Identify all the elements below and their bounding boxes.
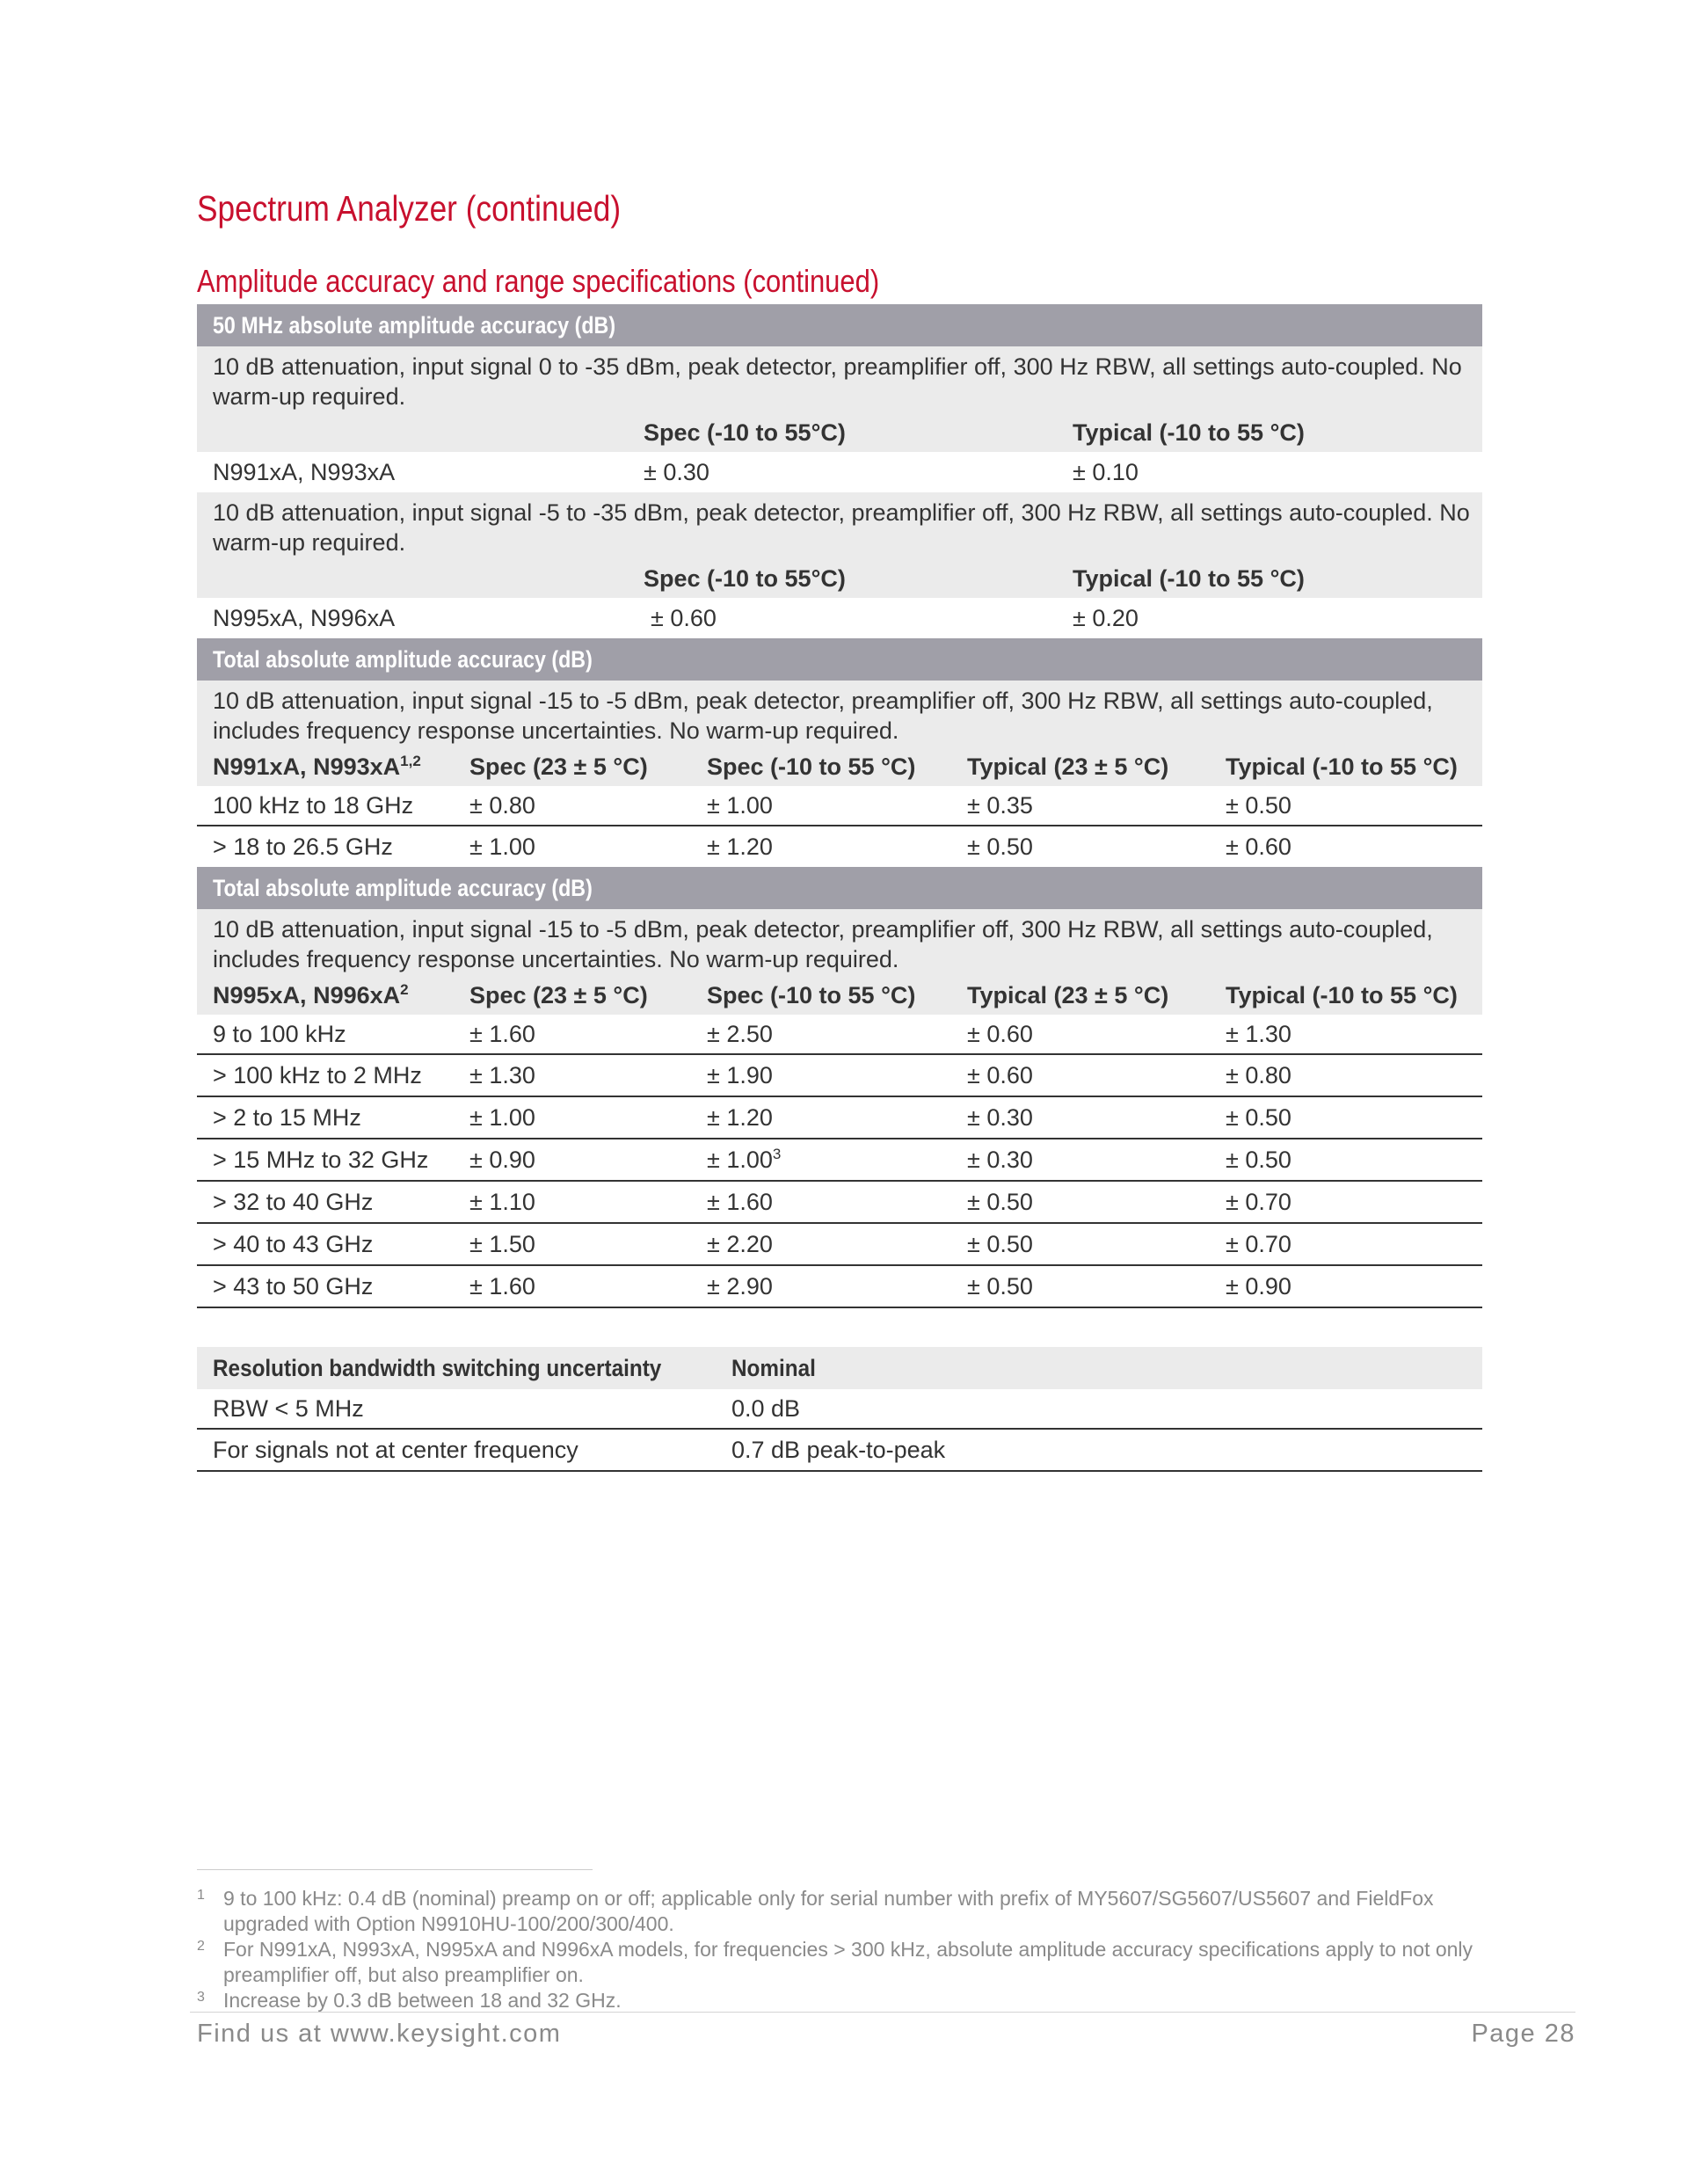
page-footer — [190, 2012, 1575, 2049]
condition-text: 10 dB attenuation, input signal 0 to -35 dBm, peak detector, preamplifier off, 300 Hz RBW, all settings auto-coupled. No warm-up required. — [197, 346, 1482, 413]
table-row: > 43 to 50 GHz ± 1.60 ± 2.90 ± 0.50 ± 0.90 — [197, 1265, 1482, 1307]
footnote: 3 Increase by 0.3 dB between 18 and 32 GHz. — [197, 1989, 622, 2012]
condition-text: 10 dB attenuation, input signal -15 to -5 dBm, peak detector, preamplifier off, 300 Hz RBW, all settings auto-coupled, includes frequency response uncertainties. No warm-up required. — [197, 909, 1482, 976]
spec-cell: ± 0.60 — [651, 604, 717, 631]
page-content — [197, 186, 1482, 1472]
page-number: Page 28 — [1471, 2020, 1575, 2048]
table-banner: 50 MHz absolute amplitude accuracy (dB) — [197, 304, 1482, 346]
column-header: Typical (23 ± 5 °C) — [951, 976, 1210, 1015]
column-header: Typical (-10 to 55 °C) — [1057, 413, 1482, 452]
column-header: Typical (-10 to 55 °C) — [1210, 976, 1482, 1015]
column-header: Spec (-10 to 55°C) — [628, 559, 1057, 598]
rbw-switching-table — [197, 1347, 1482, 1472]
spec-cell: ± 0.30 — [644, 458, 709, 485]
column-header: Typical (-10 to 55 °C) — [1057, 559, 1482, 598]
total-accuracy-table-1 — [197, 638, 1482, 867]
table-row: > 40 to 43 GHz ± 1.50 ± 2.20 ± 0.50 ± 0.70 — [197, 1223, 1482, 1265]
table-row: > 2 to 15 MHz ± 1.00 ± 1.20 ± 0.30 ± 0.50 — [197, 1096, 1482, 1139]
model-header: N991xA, N993xA$^{1,2}$ — [197, 747, 454, 786]
table-row: > 18 to 26.5 GHz ± 1.00 ± 1.20 ± 0.50 ± 0.60 — [213, 833, 1291, 860]
table-row: 9 to 100 kHz ± 1.60 ± 2.50 ± 0.60 ± 1.30 — [197, 1015, 1482, 1054]
table-row: 100 kHz to 18 GHz ± 0.80 ± 1.00 ± 0.35 ± 0.50 — [197, 786, 1482, 826]
footer-website-link[interactable]: Find us at www.keysight.com — [197, 2020, 562, 2048]
column-header: Nominal — [716, 1347, 1482, 1389]
table-row: > 100 kHz to 2 MHz ± 1.30 ± 1.90 ± 0.60 ± 0.80 — [197, 1054, 1482, 1096]
footnotes — [197, 1869, 1498, 2013]
column-header: Spec (23 ± 5 °C) — [454, 976, 691, 1015]
typical-cell: ± 0.20 — [1073, 604, 1139, 631]
table-row: RBW < 5 MHz 0.0 dB — [197, 1389, 1482, 1429]
condition-text: 10 dB attenuation, input signal -5 to -35 dBm, peak detector, preamplifier off, 300 Hz RBW, all settings auto-coupled. No warm-up required. — [197, 492, 1482, 559]
total-accuracy-table-2 — [197, 867, 1482, 1308]
model-cell: N991xA, N993xA — [213, 458, 396, 485]
table-row: > 15 MHz to 32 GHz ± 0.90 ± $1.00^3$ ± 0.30 ± 0.50 — [197, 1139, 1482, 1181]
page-title: Spectrum Analyzer (continued) — [197, 188, 622, 229]
footnote: 2 For N991xA, N993xA, N995xA and N996xA models, for frequencies > 300 kHz, absolute amplitude accuracy specifications apply to not only preamplifier off, but also preamplifier on. — [197, 1938, 1473, 1986]
column-header: Resolution bandwidth switching uncertainty — [197, 1347, 716, 1389]
condition-text: 10 dB attenuation, input signal -15 to -5 dBm, peak detector, preamplifier off, 300 Hz RBW, all settings auto-coupled, includes frequency response uncertainties. No warm-up required. — [197, 681, 1482, 747]
table-banner: Total absolute amplitude accuracy (dB) — [197, 638, 1482, 681]
typical-cell: ± 0.10 — [1073, 458, 1139, 485]
column-header: Typical (23 ± 5 °C) — [951, 747, 1210, 786]
column-header: Spec (23 ± 5 °C) — [454, 747, 691, 786]
column-header: Typical (-10 to 55 °C) — [1210, 747, 1482, 786]
section-subtitle: Amplitude accuracy and range specifications (continued) — [197, 263, 880, 299]
footnote-divider — [197, 1869, 593, 1870]
column-header: Spec (-10 to 55 °C) — [691, 747, 951, 786]
table-row: > 32 to 40 GHz ± 1.10 ± 1.60 ± 0.50 ± 0.70 — [197, 1181, 1482, 1223]
abs-50mhz-table — [197, 304, 1482, 638]
model-header: N995xA, $N996xA^2$ — [197, 976, 454, 1015]
table-row: For signals not at center frequency 0.7 dB peak-to-peak — [197, 1429, 1482, 1471]
table-banner: Total absolute amplitude accuracy (dB) — [197, 867, 1482, 909]
model-cell: N995xA, N996xA — [213, 604, 396, 631]
column-header: Spec (-10 to 55°C) — [628, 413, 1057, 452]
footnote: 1 9 to 100 kHz: 0.4 dB (nominal) preamp on or off; applicable only for serial number with prefix of MY5607/SG5607/US5607 and FieldFox upgraded with Option N9910HU-100/200/300/400. — [197, 1887, 1434, 1935]
column-header: Spec (-10 to 55 °C) — [691, 976, 951, 1015]
